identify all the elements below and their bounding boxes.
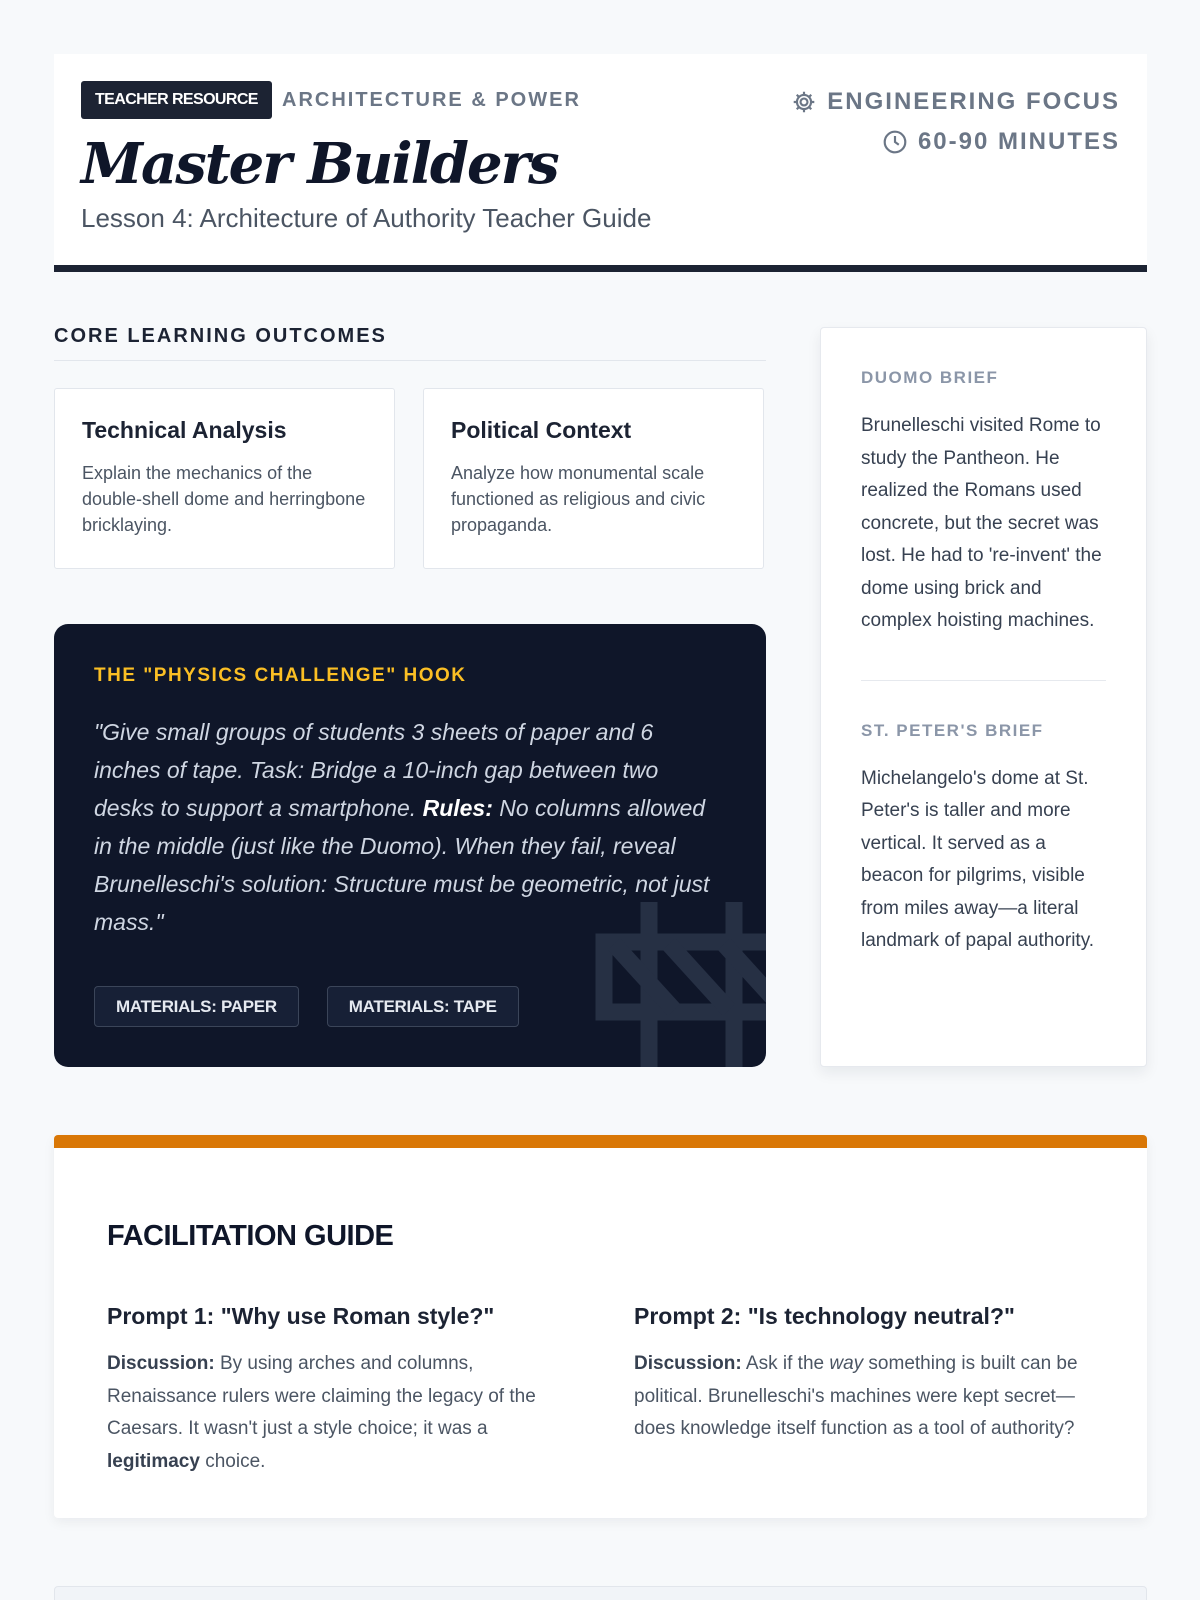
brief-body-st-peters: Michelangelo's dome at St. Peter's is taller and more vertical. It served as a beacon for pilgrims, visible from miles away—a literal landmark of papal authority.	[861, 767, 1095, 951]
prompt-1	[107, 1303, 567, 1478]
clock-icon	[882, 129, 908, 155]
meta-focus	[791, 82, 1120, 122]
outcome-title: Technical Analysis	[82, 417, 287, 443]
discussion-text: Ask if the	[741, 1353, 830, 1374]
discussion-text: choice.	[199, 1450, 266, 1472]
hook-tags	[94, 986, 519, 1027]
hook-title: THE "PHYSICS CHALLENGE" HOOK	[94, 665, 467, 686]
discussion-text: something is built can be political. Brunelleschi's machines were kept secret—does knowledge itself function as a tool of authority?	[634, 1353, 1078, 1439]
hook-quote-text: No columns allowed in the middle (just like the Duomo). When they fail, reveal Brunelleschi's solution: Structure must be geometric, not just mass."	[94, 795, 710, 935]
outcome-card-political	[423, 388, 764, 569]
prompt-discussion	[634, 1348, 1094, 1446]
discussion-label: Discussion:	[634, 1353, 742, 1374]
brief-body-duomo: Brunelleschi visited Rome to study the Pantheon. He realized the Romans used concrete, but the secret was lost. He had to 're-invent' the dome using brick and complex hoisting machines.	[861, 415, 1102, 631]
hook-rules-label: Rules:	[422, 795, 493, 821]
meta-duration-label: 60-90 MINUTES	[917, 128, 1120, 155]
prompt-title: Prompt 1: "Why use Roman style?"	[107, 1303, 495, 1329]
discussion-label: Discussion:	[107, 1353, 215, 1374]
lesson-header	[54, 54, 1147, 272]
prompt-discussion	[107, 1348, 567, 1478]
outcomes-heading: CORE LEARNING OUTCOMES	[54, 325, 766, 361]
brief-title-st-peters: ST. PETER'S BRIEF	[861, 720, 1044, 740]
outcome-body: Explain the mechanics of the double-shell dome and herringbone bricklaying.	[82, 463, 366, 536]
material-tag-tape: MATERIALS: TAPE	[327, 986, 519, 1027]
physics-challenge-hook	[54, 624, 766, 1067]
eyebrow-label: ARCHITECTURE & POWER	[282, 89, 581, 111]
material-tag-paper: MATERIALS: PAPER	[94, 986, 299, 1027]
briefs-sidebar	[820, 327, 1147, 1067]
outcome-card-technical	[54, 388, 395, 569]
facilitation-title: FACILITATION GUIDE	[107, 1220, 394, 1252]
outcome-title: Political Context	[451, 417, 632, 443]
meta-focus-label: ENGINEERING FOCUS	[827, 88, 1120, 115]
facilitation-guide	[54, 1135, 1147, 1518]
discussion-emphasis: way	[829, 1353, 864, 1374]
gear-icon	[791, 89, 817, 115]
prompt-2	[634, 1303, 1094, 1446]
page-title: Master Builders	[81, 131, 558, 197]
resource-badge: TEACHER RESOURCE	[81, 81, 272, 119]
next-section-edge	[54, 1586, 1147, 1600]
hook-quote-text: "Give small groups of students 3 sheets of paper and 6 inches of tape. Task: Bridge a 10-inch gap between two desks to support a smartphone.	[94, 719, 659, 821]
prompt-title: Prompt 2: "Is technology neutral?"	[634, 1303, 1015, 1329]
brief-divider	[861, 680, 1106, 681]
meta-duration	[791, 122, 1120, 162]
hook-quote	[94, 713, 724, 941]
page-subtitle: Lesson 4: Architecture of Authority Teacher Guide	[81, 203, 652, 233]
brief-title-duomo: DUOMO BRIEF	[861, 368, 999, 387]
discussion-text: By using arches and columns, Renaissance rulers were claiming the legacy of the Caesars. It wasn't just a style choice; it was a	[107, 1353, 536, 1439]
discussion-emphasis: legitimacy	[107, 1450, 200, 1472]
lesson-meta	[791, 82, 1120, 162]
outcome-body: Analyze how monumental scale functioned as religious and civic propaganda.	[451, 463, 706, 536]
